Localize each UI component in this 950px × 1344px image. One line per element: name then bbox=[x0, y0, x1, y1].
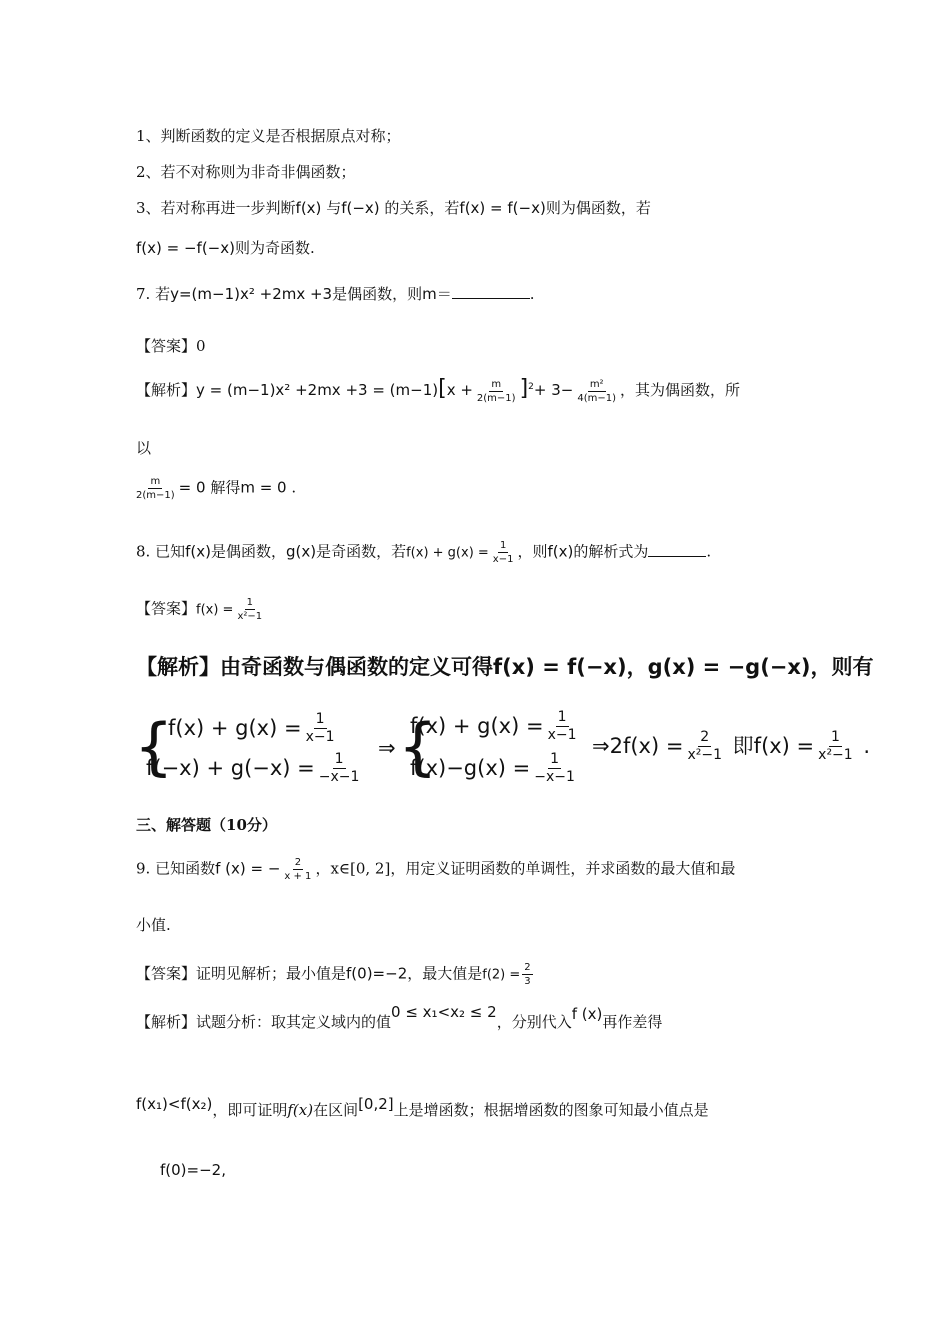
question-9-cont: 小值. bbox=[136, 916, 171, 934]
formula: f(x) + g(x) = bbox=[410, 713, 544, 738]
fraction: $\frac{2}{x + 1}$ bbox=[284, 857, 312, 882]
formula: f(x) + g(x) = bbox=[168, 715, 302, 740]
question-number: 8. 已知 bbox=[136, 542, 186, 561]
q7-analysis-cont: 以 bbox=[136, 439, 152, 457]
rule-3-text: 的关系，若 bbox=[379, 199, 460, 217]
q9-analysis-cont bbox=[136, 1095, 709, 1119]
formula: f(x)−g(x) = bbox=[410, 755, 531, 780]
analysis-label: 【解析】 bbox=[136, 381, 197, 399]
system-1-line-2 bbox=[146, 752, 363, 786]
formula: f(0)=−2 bbox=[346, 964, 408, 983]
formula: f(x) bbox=[287, 1101, 314, 1119]
right-bracket: ] bbox=[519, 376, 529, 401]
formula: f(x) = −f(−x) bbox=[136, 239, 235, 257]
formula: f (x) bbox=[571, 1005, 603, 1023]
rule-4 bbox=[136, 241, 315, 256]
answer-label: 【答案】 bbox=[136, 964, 197, 983]
fraction: $\frac{1}{x-1}$ bbox=[305, 711, 335, 746]
analysis-text: 解得 bbox=[210, 478, 241, 497]
formula: f(x) = bbox=[196, 602, 234, 618]
q8-answer bbox=[136, 597, 266, 622]
formula: m = 0 bbox=[240, 478, 287, 497]
question-text: . bbox=[529, 285, 535, 303]
formula: 即f(x) = bbox=[732, 733, 815, 758]
fraction: $\frac{1}{-x-1}$ bbox=[534, 751, 575, 786]
fraction: $\frac{1}{-x-1}$ bbox=[318, 751, 360, 786]
system-2-line-1 bbox=[410, 710, 581, 744]
q9-analysis-end: f(0)=−2, bbox=[160, 1161, 226, 1179]
fraction: $\frac{1}{\text{x²−1}}$ bbox=[237, 597, 263, 622]
analysis-text: ，即可证明 bbox=[212, 1101, 288, 1119]
answer-label: 【答案】 bbox=[136, 337, 197, 355]
formula: f(x) bbox=[185, 542, 211, 561]
rule-4-text: 则为奇函数. bbox=[234, 239, 315, 257]
formula: x + bbox=[446, 381, 473, 399]
formula: f(x) bbox=[295, 199, 322, 217]
left-bracket: [ bbox=[438, 376, 447, 401]
formula: f(x) = f(−x) bbox=[459, 199, 546, 217]
q9-answer bbox=[136, 962, 535, 987]
question-text: 是偶函数，则 bbox=[332, 285, 423, 303]
rule-1: 1、判断函数的定义是否根据原点对称； bbox=[136, 127, 401, 145]
q9-analysis bbox=[136, 1003, 663, 1031]
formula: f(x) bbox=[547, 542, 574, 561]
formula: f(x₁)<f(x₂) bbox=[136, 1095, 213, 1113]
fraction: $\frac{1}{\text{x²−1}}$ bbox=[818, 729, 853, 764]
system-result bbox=[592, 730, 870, 764]
question-text: 的解析式为 bbox=[573, 542, 649, 561]
answer-text: ，最大值是 bbox=[407, 964, 483, 983]
analysis-text: 再作差得 bbox=[602, 1013, 663, 1031]
q7-answer bbox=[136, 339, 206, 354]
formula: f(−x) bbox=[341, 199, 380, 217]
rule-3-text: 与 bbox=[321, 199, 342, 217]
analysis-label: 【解析】 bbox=[136, 1013, 197, 1031]
formula: . bbox=[863, 733, 871, 758]
analysis-text: ，分别代入 bbox=[496, 1013, 572, 1031]
section-title: 三、解答题（10分） bbox=[136, 816, 277, 834]
analysis-text: 试题分析：取其定义域内的值 bbox=[196, 1013, 392, 1031]
formula: ⇒2f(x) = bbox=[592, 733, 684, 758]
formula: f(x) + g(x) = bbox=[406, 545, 489, 561]
question-text: ＝ bbox=[436, 285, 452, 303]
analysis-text: 在区间 bbox=[313, 1101, 359, 1119]
implies-arrow: ⇒ bbox=[378, 736, 396, 760]
question-text: ，x∈[0, 2]，用定义证明函数的单调性，并求函数的最大值和最 bbox=[315, 859, 736, 878]
question-text: 是偶函数， bbox=[210, 542, 286, 561]
system-1-line-1 bbox=[168, 712, 339, 746]
formula: f(2) = bbox=[482, 967, 521, 983]
variable: m bbox=[422, 285, 437, 303]
formula: = 0 bbox=[178, 478, 206, 497]
answer-blank bbox=[452, 298, 530, 299]
formula: f(−x) + g(−x) = bbox=[146, 755, 315, 780]
formula: f (x) = − bbox=[215, 859, 281, 878]
fraction: $\frac{1}{x-1}$ bbox=[547, 709, 577, 744]
system-2-line-2 bbox=[410, 752, 579, 786]
rule-3-text: 则为偶函数，若 bbox=[545, 199, 651, 217]
answer-label: 【答案】 bbox=[136, 599, 197, 618]
formula: + 3− bbox=[533, 381, 574, 399]
question-number: 7. 若 bbox=[136, 285, 171, 303]
question-9 bbox=[136, 857, 735, 882]
fraction: $\frac{m}{2(m-1)}$ bbox=[476, 378, 516, 404]
fraction: $\frac{m}{2(m-1)}$ bbox=[136, 476, 175, 501]
question-text: 是奇函数，若 bbox=[316, 542, 407, 561]
fraction: $\frac{2}{\text{x²−1}}$ bbox=[687, 729, 722, 764]
question-8 bbox=[136, 540, 711, 565]
q7-analysis-result bbox=[132, 476, 296, 501]
formula: g(x) = −g(−x) bbox=[647, 655, 811, 679]
answer-blank bbox=[648, 556, 706, 557]
analysis-text: ，则有 bbox=[810, 655, 874, 679]
formula: [0,2] bbox=[358, 1095, 394, 1113]
formula: y=(m−1)x² +2mx +3 bbox=[170, 285, 333, 303]
answer-text: 证明见解析；最小值是 bbox=[196, 964, 347, 983]
fraction: $\frac{\text{m²}}{4(m-1)}$ bbox=[577, 378, 617, 404]
rule-2: 2、若不对称则为非奇非偶函数； bbox=[136, 163, 356, 181]
fraction: $\frac{2}{3}$ bbox=[524, 962, 531, 987]
left-brace: { bbox=[134, 710, 174, 783]
fraction: $\frac{1}{x-1}$ bbox=[492, 540, 514, 565]
q7-analysis: 【解析】y = (m−1)x² +2mx +3 = (m−1)[x + $\frac{m}{2(m-1)}$ ]$^2$+ 3− $\frac{\text{m²}}{4(m-1)}$ ，其为偶函数，所 bbox=[136, 376, 741, 404]
question-text: ，则 bbox=[517, 542, 548, 561]
question-number: 9. 已知函数 bbox=[136, 859, 216, 878]
q8-analysis-heading bbox=[136, 657, 874, 678]
formula: 0 ≤ x₁<x₂ ≤ 2 bbox=[391, 1003, 497, 1021]
analysis-text: 上是增函数；根据增函数的图象可知最小值点是 bbox=[393, 1101, 709, 1119]
answer-value: 0 bbox=[196, 337, 206, 355]
analysis-text: . bbox=[291, 478, 297, 497]
formula: f(x) = f(−x) bbox=[493, 655, 627, 679]
rule-3 bbox=[136, 201, 651, 216]
formula: y = (m−1)x² +2mx +3 = (m−1) bbox=[196, 381, 439, 399]
left-brace: { bbox=[398, 710, 438, 783]
rule-3-text: 3、若对称再进一步判断 bbox=[136, 199, 296, 217]
analysis-text: 【解析】由奇函数与偶函数的定义可得 bbox=[136, 655, 493, 679]
analysis-text: ，其为偶函数，所 bbox=[620, 381, 741, 399]
formula: g(x) bbox=[285, 542, 317, 561]
analysis-text: ， bbox=[626, 655, 648, 679]
question-text: . bbox=[706, 542, 712, 561]
question-7 bbox=[136, 287, 535, 302]
